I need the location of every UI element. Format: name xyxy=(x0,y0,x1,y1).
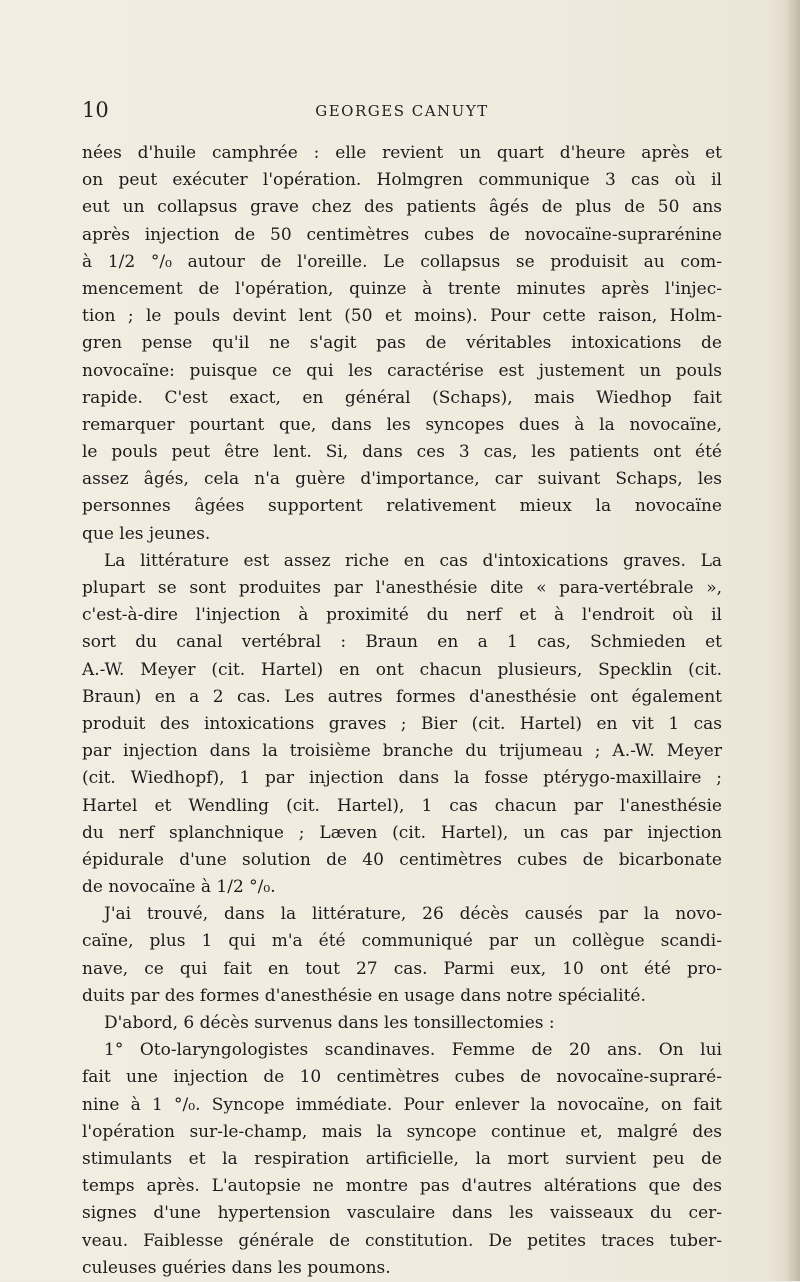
text-line: à 1/2 °/₀ autour de l'oreille. Le collapsus se produisit au com- xyxy=(82,251,722,272)
text-line: du nerf splanchnique ; Læven (cit. Hartel), un cas par injection xyxy=(82,822,722,843)
text-line: D'abord, 6 décès survenus dans les tonsillectomies : xyxy=(104,1013,555,1033)
text-line: épidurale d'une solution de 40 centimètres cubes de bicarbonate xyxy=(82,849,722,870)
text-line: personnes âgées supportent relativement mieux la novocaïne xyxy=(82,496,722,517)
text-line: plupart se sont produites par l'anesthésie dite « para-vertébrale », xyxy=(82,578,722,598)
text-line: temps après. L'autopsie ne montre pas d'autres altérations que des xyxy=(82,1176,722,1197)
body-text xyxy=(82,140,722,1282)
text-line: tion ; le pouls devint lent (50 et moins). Pour cette raison, Holm- xyxy=(82,306,722,327)
text-line: gren pense qu'il ne s'agit pas de véritables intoxications de xyxy=(82,333,722,354)
text-line: (cit. Wiedhopf), 1 par injection dans la fosse ptérygo-maxillaire ; xyxy=(82,768,722,789)
text-line: duits par des formes d'anesthésie en usage dans notre spécialité. xyxy=(82,985,646,1006)
text-line: on peut exécuter l'opération. Holmgren communique 3 cas où il xyxy=(82,170,722,191)
text-line: nées d'huile camphrée : elle revient un quart d'heure après et xyxy=(82,143,722,163)
text-line: le pouls peut être lent. Si, dans ces 3 cas, les patients ont été xyxy=(82,442,722,463)
text-line: eut un collapsus grave chez des patients âgés de plus de 50 ans xyxy=(82,197,722,218)
text-line: Braun) en a 2 cas. Les autres formes d'anesthésie ont également xyxy=(82,686,722,707)
text-line: assez âgés, cela n'a guère d'importance, car suivant Schaps, les xyxy=(82,469,722,490)
text-line: remarquer pourtant que, dans les syncopes dues à la novocaïne, xyxy=(82,414,722,435)
running-head: GEORGES CANUYT xyxy=(315,102,489,120)
text-line: 1° Oto-laryngologistes scandinaves. Femme de 20 ans. On lui xyxy=(104,1040,722,1061)
text-line: nave, ce qui fait en tout 27 cas. Parmi eux, 10 ont été pro- xyxy=(82,958,722,979)
text-line: l'opération sur-le-champ, mais la syncope continue et, malgré des xyxy=(82,1121,722,1142)
text-line: stimulants et la respiration artificielle, la mort survient peu de xyxy=(82,1148,722,1169)
text-line: novocaïne: puisque ce qui les caractérise est justement un pouls xyxy=(82,360,722,381)
text-line: rapide. C'est exact, en général (Schaps), mais Wiedhop fait xyxy=(82,387,722,408)
text-line: A.-W. Meyer (cit. Hartel) en ont chacun plusieurs, Specklin (cit. xyxy=(82,659,722,680)
text-line: J'ai trouvé, dans la littérature, 26 décès causés par la novo- xyxy=(104,904,722,925)
page-header xyxy=(82,96,722,126)
text-line: c'est-à-dire l'injection à proximité du nerf et à l'endroit où il xyxy=(82,605,722,626)
text-line: sort du canal vertébral : Braun en a 1 cas, Schmieden et xyxy=(82,632,722,653)
page-edge-shadow xyxy=(786,0,800,1281)
text-line: mencement de l'opération, quinze à trente minutes après l'injec- xyxy=(82,278,722,299)
text-line: produit des intoxications graves ; Bier (cit. Hartel) en vit 1 cas xyxy=(82,713,722,734)
text-line: veau. Faiblesse générale de constitution. De petites traces tuber- xyxy=(82,1230,722,1251)
text-line: fait une injection de 10 centimètres cubes de novocaïne-supraré- xyxy=(82,1067,722,1088)
text-line: culeuses guéries dans les poumons. xyxy=(82,1257,391,1278)
text-line: La littérature est assez riche en cas d'intoxications graves. La xyxy=(104,550,722,571)
page-number: 10 xyxy=(82,98,109,122)
text-line: nine à 1 °/₀. Syncope immédiate. Pour enlever la novocaïne, on fait xyxy=(82,1094,722,1115)
text-line: après injection de 50 centimètres cubes de novocaïne-suprarénine xyxy=(82,224,722,245)
text-line: que les jeunes. xyxy=(82,523,211,544)
text-line: signes d'une hypertension vasculaire dans les vaisseaux du cer- xyxy=(82,1203,722,1224)
text-line: de novocaïne à 1/2 °/₀. xyxy=(82,877,276,898)
text-line: Hartel et Wendling (cit. Hartel), 1 cas chacun par l'anesthésie xyxy=(82,795,722,816)
text-line: par injection dans la troisième branche du trijumeau ; A.-W. Meyer xyxy=(82,741,722,762)
text-line: caïne, plus 1 qui m'a été communiqué par un collègue scandi- xyxy=(82,931,722,952)
